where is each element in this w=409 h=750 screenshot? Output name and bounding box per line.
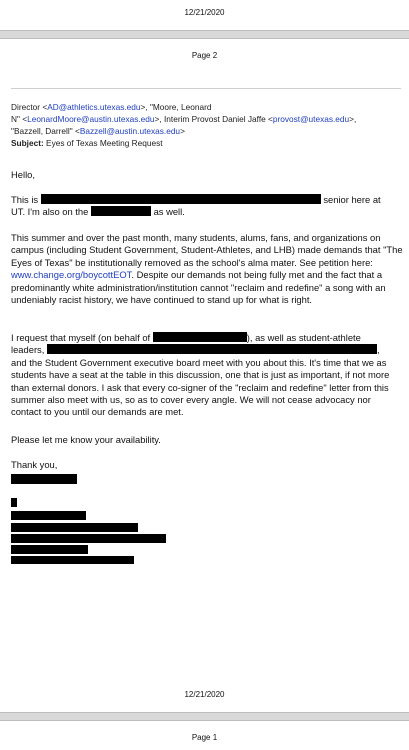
recipient-prefix: "Bazzell, Darrell" <: [11, 126, 80, 136]
recipient-suffix: >,: [349, 114, 357, 124]
availability-line: Please let me know your availability.: [11, 434, 161, 445]
intro-text-d: as well.: [153, 206, 185, 218]
recipient-mid: >, Interim Provost Daniel Jaffe <: [154, 114, 273, 124]
greeting: Hello,: [11, 169, 35, 180]
signature-redaction: [11, 498, 17, 507]
recipient-line-2: [11, 113, 401, 125]
recipient-line-3: [11, 125, 401, 137]
header-divider: [11, 88, 401, 89]
signature-redaction: [11, 545, 88, 554]
email-header: [11, 101, 401, 149]
request-text-c: leaders,: [11, 344, 45, 356]
subject-line: [11, 137, 401, 149]
email-link-provost[interactable]: provost@utexas.edu: [272, 114, 350, 124]
request-text-d: ,: [376, 344, 380, 356]
closing: Thank you,: [11, 459, 58, 470]
email-link-bazzell[interactable]: Bazzell@austin.utexas.edu: [79, 126, 181, 136]
request-text-e: and the Student Government executive board meet with you about this. It's time that we as students have a seat at the table in this discussion, one that is just as important, if not more than external donors. I ask that every co-signer of the "reclaim and redefine" letter from this summer also meet with us, so as to cover every angle. We will not cease advocacy nor contact to you until our demands are met.: [11, 356, 390, 418]
email-link-moore[interactable]: LeonardMoore@austin.utexas.edu: [27, 114, 155, 124]
petition-link[interactable]: www.change.org/boycottEOT: [11, 269, 132, 281]
print-date-bottom: 12/21/2020: [184, 690, 225, 699]
recipient-suffix: >, "Moore, Leonard: [140, 102, 212, 112]
signature-redaction: [11, 556, 134, 564]
paragraph-intro: [11, 194, 403, 219]
recipient-suffix: >: [180, 126, 185, 136]
intro-text-a: This is: [11, 194, 39, 205]
intro-text-b: senior here at: [323, 194, 381, 205]
page-number-top: Page 2: [191, 51, 218, 60]
recipient-prefix: Director <: [11, 102, 48, 112]
signature-redaction: [11, 523, 138, 532]
petition-text-b: . Despite our demands not being fully met and the fact that a predominantly white administration/institution cannot "reclaim and redefine" a song with an undeniably racist history, we have continued to stand up for what is right.: [11, 269, 386, 306]
recipient-line-1: [11, 101, 401, 113]
redaction: [41, 194, 321, 204]
subject-text: Eyes of Texas Meeting Request: [46, 138, 163, 148]
recipient-prefix: N" <: [11, 114, 28, 124]
page-separator-top: [0, 30, 409, 39]
request-text-a: I request that myself (on behalf of: [11, 332, 151, 343]
email-link-ad[interactable]: AD@athletics.utexas.edu: [47, 102, 141, 112]
signature-redaction: [11, 474, 77, 484]
print-date-top: 12/21/2020: [184, 8, 225, 17]
signature-redaction: [11, 534, 166, 543]
petition-text-a: This summer and over the past month, many students, alums, fans, and organizations on campus (including Student Government, Student-Athletes, and LHB) made demands that "The Eyes of Texas" be institutionally removed as the school's alma mater. See petition here:: [11, 232, 403, 268]
signature-redaction: [11, 511, 86, 520]
paragraph-request: [11, 332, 403, 419]
request-text-b: ), as well as student-athlete: [246, 332, 361, 343]
intro-text-c: UT. I'm also on the: [11, 206, 89, 218]
paragraph-petition: [11, 232, 403, 306]
page-separator-bottom: [0, 712, 409, 721]
redaction: [91, 206, 151, 216]
redaction: [153, 332, 247, 342]
redaction: [47, 344, 377, 354]
subject-label: Subject:: [11, 138, 44, 148]
page-number-bottom: Page 1: [191, 733, 218, 742]
